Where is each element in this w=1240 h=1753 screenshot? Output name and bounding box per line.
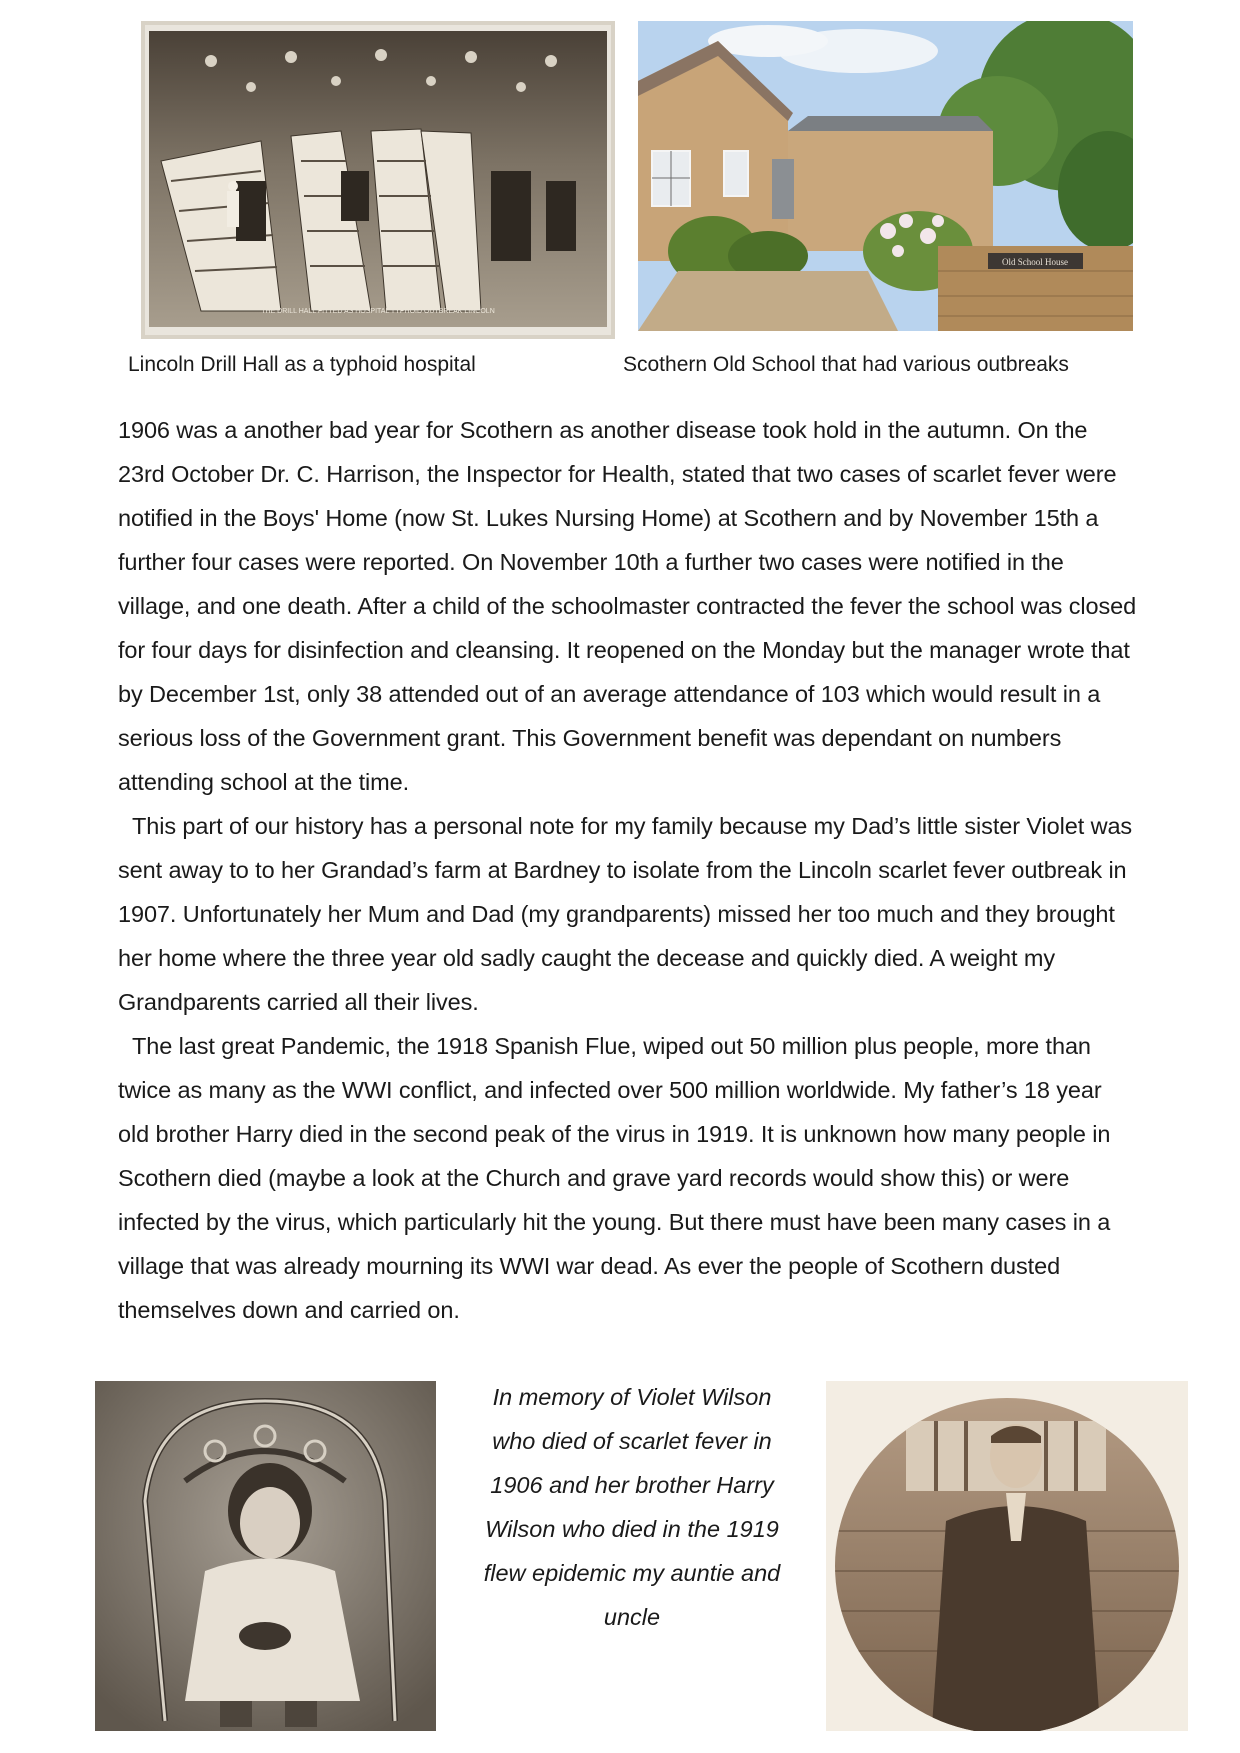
article-body xyxy=(118,408,1138,1332)
old-school-caption: Scothern Old School that had various outbreaks xyxy=(623,353,1069,376)
drill-hall-imprint: THE DRILL HALL FITTED AS HOSPITAL TYPHOID OUTBREAK LINCOLN xyxy=(261,308,495,315)
memorial-dedication xyxy=(462,1375,802,1639)
violet-wilson-photo xyxy=(95,1381,436,1731)
harry-wilson-photo xyxy=(826,1381,1188,1731)
memorial-line: Wilson who died in the 1919 xyxy=(485,1516,779,1542)
drill-hall-caption: Lincoln Drill Hall as a typhoid hospital xyxy=(128,353,476,376)
memorial-line: 1906 and her brother Harry xyxy=(490,1472,774,1498)
article-paragraph: The last great Pandemic, the 1918 Spanish Flue, wiped out 50 million plus people, more than twice as many as the WWI conflict, and infected over 500 million worldwide. My father’s 18 year old brother Harry died in the second peak of the virus in 1919. It is unknown how many people in Scothern died (maybe a look at the Church and grave yard records would show this) or were infected by the virus, which particularly hit the young. But there must have been many cases in a village that was already mourning its WWI war dead. As ever the people of Scothern dusted themselves down and carried on. xyxy=(118,1033,1111,1323)
memorial-line: flew epidemic my auntie and xyxy=(483,1560,781,1586)
memorial-line: In memory of Violet Wilson xyxy=(492,1384,772,1410)
memorial-line: who died of scarlet fever in xyxy=(492,1428,772,1454)
old-school-photo xyxy=(638,21,1133,331)
old-school-sign: Old School House xyxy=(1002,257,1068,267)
memorial-line: uncle xyxy=(603,1604,661,1630)
drill-hall-photo xyxy=(141,21,615,339)
article-paragraph: This part of our history has a personal note for my family because my Dad’s little sister Violet was sent away to to her Grandad’s farm at Bardney to isolate from the Lincoln scarlet fever outbreak in 1907. Unfortunately her Mum and Dad (my grandparents) missed her too much and they brought her home where the three year old sadly caught the decease and quickly died. A weight my Grandparents carried all their lives. xyxy=(118,813,1133,1015)
article-paragraph: 1906 was a another bad year for Scothern as another disease took hold in the autumn. On the 23rd October Dr. C. Harrison, the Inspector for Health, stated that two cases of scarlet fever were notified in the Boys' Home (now St. Lukes Nursing Home) at Scothern and by November 15th a further four cases were reported. On November 10th a further two cases were notified in the village, and one death. After a child of the schoolmaster contracted the fever the school was closed for four days for disinfection and cleansing. It reopened on the Monday but the manager wrote that by December 1st, only 38 attended out of an average attendance of 103 which would result in a serious loss of the Government grant. This Government benefit was dependant on numbers attending school at the time. xyxy=(118,417,1137,795)
